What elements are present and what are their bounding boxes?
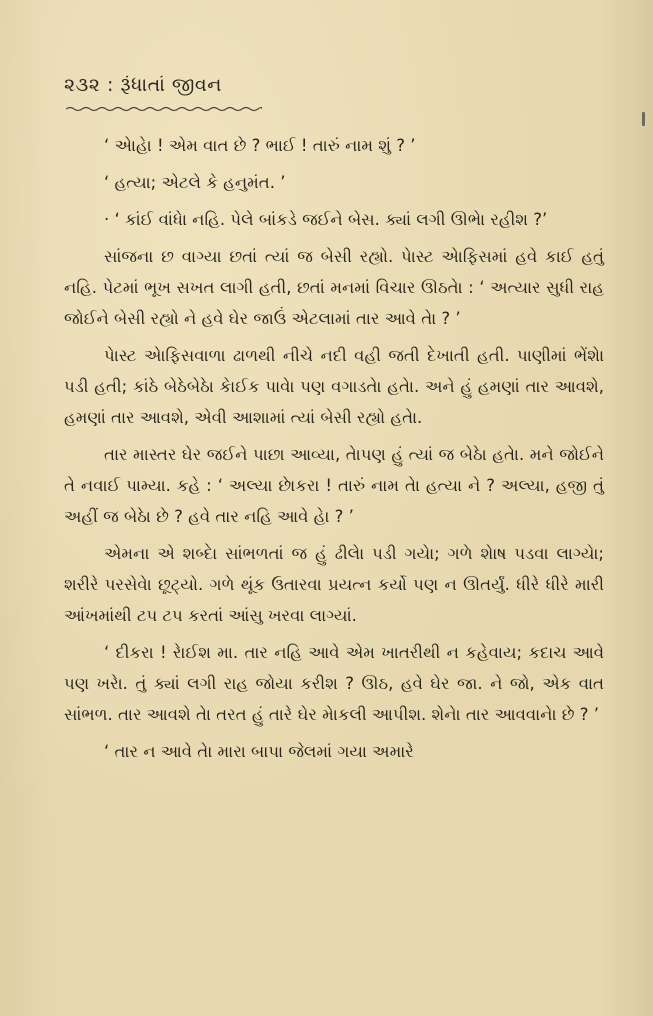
paragraph: એમના એ શબ્દેા સાંભળતાં જ હું ઢીલેા પડી ગયેા; ગળે શેાષ પડવા લાગ્યેા; શરીરે પરસેવેા છૂટ્યો. ગળે થૂંક ઉતારવા પ્રયત્ન કર્યો પણ ન ઊતર્યું. ધીરે ધીરે મારી આંખમાંથી ટપ ટપ કરતાં આંસુ ખરવા લાગ્યાં. <box>64 544 604 625</box>
page-edge-mark <box>642 112 645 126</box>
body-text <box>64 130 604 773</box>
paragraph: સાંજના છ વાગ્યા છતાં ત્યાં જ બેસી રહ્યો. પેાસ્ટ એાફિસમાં હવે કાઈ હતું નહિ. પેટમાં ભૂખ સખત લાગી હતી, છતાં મનમાં વિચાર ઊઠતેા : ‘ અત્યાર સુધી રાહ જોઈને બેસી રહ્યો ને હવે ઘેર જાઉં એટલામાં તાર આવે તેા ? ’ <box>64 247 604 328</box>
paragraph: તાર માસ્તર ઘેર જઈને પાછા આવ્યા, તેાપણ હું ત્યાં જ બેઠેા હતેા. મને જોઈને તે નવાઈ પામ્યા. કહે : ‘ અલ્યા છેાકરા ! તારું નામ તેા હત્યા ને ? અલ્યા, હજી તું અહીં જ બેઠેા છે ? હવે તાર નહિ આવે હેા ? ’ <box>64 445 604 526</box>
running-head: ૨૩૨ : રૂંધાતાં જીવન <box>64 74 222 96</box>
paragraph: ‘ હત્યા; એટલે કે હનુમંત. ’ <box>104 173 286 192</box>
paragraph: · ‘ કાંઈ વાંધેા નહિ. પેલે બાંકડે જઈને બેસ. ક્યાં લગી ઊભેા રહીશ ?’ <box>104 210 548 229</box>
paragraph: ‘ તાર ન આવે તેા મારા બાપા જેલમાં ગયા અમારે <box>104 742 414 761</box>
paragraph: ‘ એાહેા ! એમ વાત છે ? ભાઈ ! તારું નામ શું ? ’ <box>104 136 416 155</box>
wavy-rule <box>66 106 262 112</box>
paragraph: ‘ દીકરા ! રેાઈશ મા. તાર નહિ આવે એમ ખાતરીથી ન કહેવાય; કદાચ આવે પણ ખરેા. તું ક્યાં લગી રાહ જોયા કરીશ ? ઊઠ, હવે ઘેર જા. ને જો, એક વાત સાંભળ. તાર આવશે તેા તરત હું તારે ઘેર મેાકલી આપીશ. શેનેા તાર આવવાનેા છે ? ’ <box>64 643 604 724</box>
paragraph: પેાસ્ટ એાફિસવાળા ઢાળથી નીચે નદી વહી જતી દેખાતી હતી. પાણીમાં ભેંશેા પડી હતી; કાંઠે બેઠેબેઠેા કેાઈક પાવેા પણ વગાડતેા હતેા. અને હું હમણાં તાર આવશે, હમણાં તાર આવશે, એવી આશામાં ત્યાં બેસી રહ્યો હતેા. <box>64 346 604 427</box>
